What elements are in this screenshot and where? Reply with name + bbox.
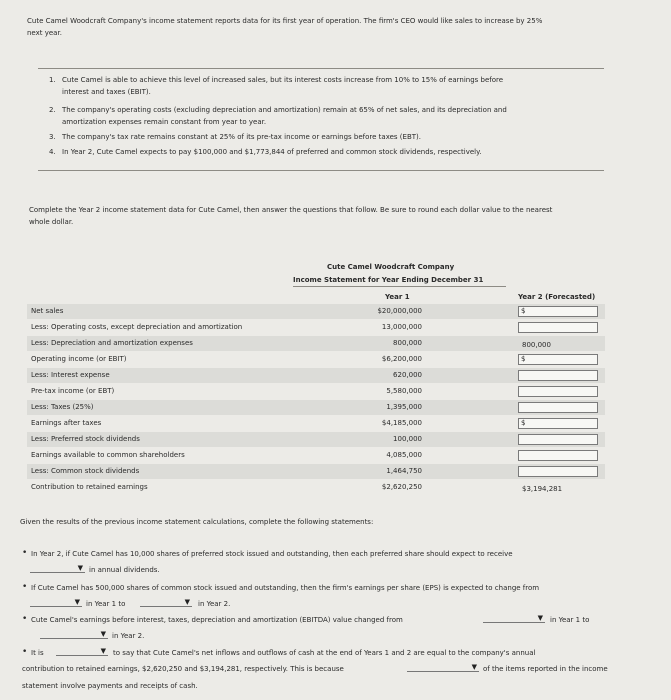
q2-text-a: If Cute Camel has 500,000 shares of common stock issued and outstanding, then the firm's earnings per share (EPS) is expected to change from: [31, 584, 540, 592]
ebit-y2-prefix: $: [521, 355, 526, 363]
assumption-3-num: 3.: [49, 133, 56, 141]
col-header-year2: Year 2 (Forecasted): [518, 293, 596, 301]
ebit-y2-input[interactable]: [518, 354, 598, 365]
q1-preferred-dividend-dropdown[interactable]: [30, 564, 85, 573]
chevron-down-icon: ▼: [471, 663, 477, 671]
row-label-ebt: Pre-tax income (or EBT): [31, 387, 115, 395]
row-label-retained-earnings: Contribution to retained earnings: [31, 483, 148, 491]
chevron-down-icon: ▼: [74, 598, 80, 606]
q4-text-b: to say that Cute Camel's net inflows and outflows of cash at the end of Years 1 and 2 are equal to the company's annual: [113, 649, 536, 657]
q2-text-b: in Year 1 to: [86, 600, 126, 608]
assumption-3-line1: The company's tax rate remains constant at 25% of its pre-tax income or earnings before taxes (EBT).: [62, 133, 421, 141]
net-sales-y2-input[interactable]: [518, 306, 598, 317]
row-y1-ebit: $6,200,000: [381, 355, 422, 363]
chevron-down-icon: ▼: [77, 564, 83, 572]
row-y1-ebt: 5,580,000: [386, 387, 422, 395]
statement-title: Income Statement for Year Ending December 31: [293, 276, 484, 284]
row-y1-preferred-dividends: 100,000: [393, 435, 422, 443]
row-y2-depreciation: 800,000: [522, 341, 551, 349]
q3-ebitda-year1-dropdown[interactable]: [483, 614, 545, 623]
assumption-4-line1: In Year 2, Cute Camel expects to pay $100,000 and $1,773,844 of preferred and common stock dividends, respectively.: [62, 148, 482, 156]
bullet: •: [22, 614, 28, 624]
q4-accuracy-dropdown[interactable]: [56, 647, 108, 656]
row-label-interest: Less: Interest expense: [31, 371, 110, 379]
q2-eps-year1-dropdown[interactable]: [30, 598, 82, 607]
earnings-common-y2-input[interactable]: [518, 450, 598, 461]
row-y1-retained-earnings: $2,620,250: [381, 483, 422, 491]
preferred-dividends-y2-input[interactable]: [518, 434, 598, 445]
assumption-4-num: 4.: [49, 148, 56, 156]
row-y1-operating-costs: 13,000,000: [381, 323, 422, 331]
row-y1-eat: $4,185,000: [381, 419, 422, 427]
q1-text-b: in annual dividends.: [89, 566, 160, 574]
interest-y2-input[interactable]: [518, 370, 598, 381]
row-label-earnings-common: Earnings available to common shareholders: [31, 451, 185, 459]
assumption-2-num: 2.: [49, 106, 56, 114]
q4-text-d: of the items reported in the income: [483, 665, 608, 673]
row-y1-taxes: 1,395,000: [386, 403, 422, 411]
statement-company: Cute Camel Woodcraft Company: [327, 263, 455, 271]
q3-ebitda-year2-dropdown[interactable]: [40, 630, 108, 639]
row-label-operating-costs: Less: Operating costs, except depreciation and amortization: [31, 323, 243, 331]
q4-reason-dropdown[interactable]: [407, 663, 479, 672]
row-label-depreciation: Less: Depreciation and amortization expenses: [31, 339, 193, 347]
chevron-down-icon: ▼: [100, 647, 106, 655]
taxes-y2-input[interactable]: [518, 402, 598, 413]
net-sales-y2-prefix: $: [521, 307, 526, 315]
row-label-taxes: Less: Taxes (25%): [31, 403, 94, 411]
ebt-y2-input[interactable]: [518, 386, 598, 397]
assumption-1-line2: interest and taxes (EBIT).: [62, 88, 151, 96]
row-label-net-sales: Net sales: [31, 307, 64, 315]
assumption-1-num: 1.: [49, 76, 56, 84]
row-y1-earnings-common: 4,085,000: [386, 451, 422, 459]
q4-text-e: statement involve payments and receipts of cash.: [22, 682, 198, 690]
statement-title-rule: [293, 286, 506, 287]
assumption-1-line1: Cute Camel is able to achieve this level of increased sales, but its interest costs increase from 10% to 15% of earnings before: [62, 76, 504, 84]
row-label-eat: Earnings after taxes: [31, 419, 102, 427]
row-y1-interest: 620,000: [393, 371, 422, 379]
instructions-text: Complete the Year 2 income statement data for Cute Camel, then answer the questions that follow. Be sure to round each dollar value to the nearest: [29, 206, 553, 214]
q1-text-a: In Year 2, if Cute Camel has 10,000 shares of preferred stock issued and outstanding, then each preferred share should expect to receive: [31, 550, 513, 558]
row-y1-common-dividends: 1,464,750: [386, 467, 422, 475]
row-y1-net-sales: $20,000,000: [377, 307, 422, 315]
q2-text-c: in Year 2.: [198, 600, 231, 608]
instructions-text-cont: whole dollar.: [29, 218, 74, 226]
q3-text-a: Cute Camel's earnings before interest, taxes, depreciation and amortization (EBITDA) value changed from: [31, 616, 403, 624]
chevron-down-icon: ▼: [537, 614, 543, 622]
q2-eps-year2-dropdown[interactable]: [140, 598, 192, 607]
bullet: •: [22, 647, 28, 657]
chevron-down-icon: ▼: [184, 598, 190, 606]
common-dividends-y2-input[interactable]: [518, 466, 598, 477]
row-y2-retained-earnings: $3,194,281: [522, 485, 563, 493]
assumptions-top-rule: [38, 68, 604, 69]
row-label-common-dividends: Less: Common stock dividends: [31, 467, 140, 475]
eat-y2-input[interactable]: [518, 418, 598, 429]
q4-text-c: contribution to retained earnings, $2,620,250 and $3,194,281, respectively. This is because: [22, 665, 344, 673]
eat-y2-prefix: $: [521, 419, 526, 427]
col-header-year1: Year 1: [385, 293, 410, 301]
row-label-preferred-dividends: Less: Preferred stock dividends: [31, 435, 140, 443]
q3-text-b: in Year 1 to: [550, 616, 590, 624]
row-y1-depreciation: 800,000: [393, 339, 422, 347]
q3-text-c: in Year 2.: [112, 632, 145, 640]
q4-text-a: It is: [31, 649, 44, 657]
bullet: •: [22, 548, 28, 558]
bullet: •: [22, 582, 28, 592]
operating-costs-y2-input[interactable]: [518, 322, 598, 333]
given-text: Given the results of the previous income statement calculations, complete the following statements:: [20, 518, 374, 526]
row-label-ebit: Operating income (or EBIT): [31, 355, 127, 363]
assumption-2-line1: The company's operating costs (excluding depreciation and amortization) remain at 65% of net sales, and its depreciation and: [62, 106, 507, 114]
assumption-2-line2: amortization expenses remain constant from year to year.: [62, 118, 267, 126]
intro-text: Cute Camel Woodcraft Company's income statement reports data for its first year of operation. The firm's CEO would like sales to increase by 25%: [27, 17, 543, 25]
chevron-down-icon: ▼: [100, 630, 106, 638]
assumptions-bottom-rule: [38, 170, 604, 171]
intro-text-cont: next year.: [27, 29, 62, 37]
